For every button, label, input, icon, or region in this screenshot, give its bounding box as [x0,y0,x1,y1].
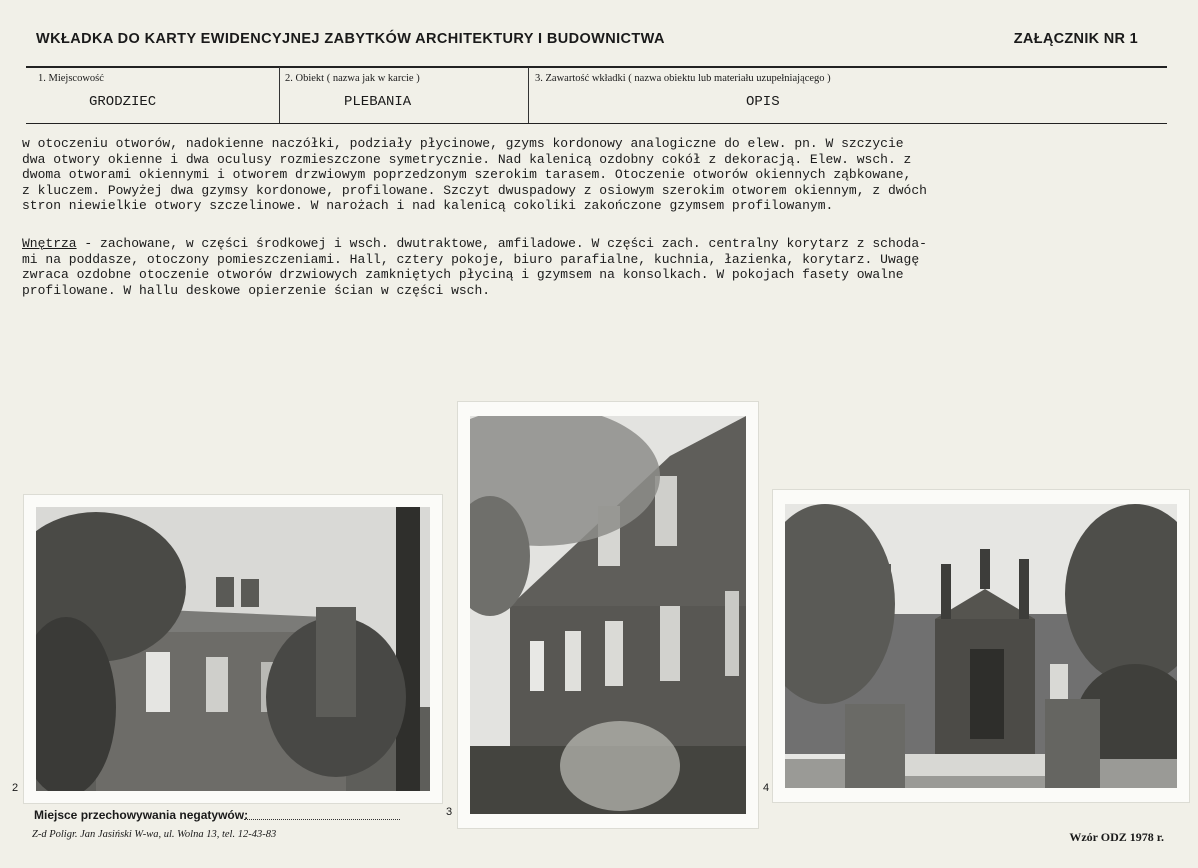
field-label-object: 2. Obiekt ( nazwa jak w karcie ) [285,73,420,84]
text-line: w otoczeniu otworów, nadokienne naczółki, podziały płycinowe, gzyms kordonowy analogiczne do elew. pn. W szczycie [22,136,904,151]
text-line: z kluczem. Powyżej dwa gzymsy kordonowe, profilowane. Szczyt dwuspadowy z osiowym szerokim otworem okiennym, z dwóch [22,182,927,198]
field-value-locality: GRODZIEC [89,94,157,110]
text-line: dwa otwory okienne i dwa oculusy rozmieszczone symetrycznie. Nad kalenicą ozdobny cokół z dekoracją. Elew. wsch. z [22,151,912,167]
header-rule-top [26,66,1167,68]
description-paragraph [22,136,1182,214]
photo-number: 4 [763,782,770,794]
text-line [22,236,1182,252]
text-line: dwoma otworami okiennymi i otworem drzwiowym poprzedzonym szerokim tarasem. Otoczenie otworów okiennych ząbkowane, [22,167,912,183]
photo-number: 2 [12,782,19,794]
form-template-id: Wzór ODZ 1978 r. [1069,830,1164,844]
text-line: mi na poddasze, otoczony pomieszczeniami. Hall, cztery pokoje, biuro parafialne, kuchnia, łazienka, korytarz. Uwagę [22,251,920,267]
field-value-object: PLEBANIA [344,94,412,110]
text-line: profilowane. W hallu deskowe opierzenie ścian w części wsch. [22,282,491,298]
field-value-content: OPIS [746,94,780,110]
header-rule-bottom [26,123,1167,124]
text-line: stron niewielkie otwory szczelinowe. W narożach i nad kalenicą cokoliki zakończone gzymsem profilowanym. [22,198,834,214]
negatives-location-field [244,819,400,820]
field-label-content: 3. Zawartość wkładki ( nazwa obiektu lub materiału uzupełniającego ) [535,73,831,84]
text-line: zwraca ozdobne otoczenie otworów drzwiowych zamkniętych płyciną i gzymsem na konsolkach. W pokojach fasety owalne [22,267,904,283]
field-divider [279,67,280,123]
printer-imprint: Z-d Poligr. Jan Jasiński W-wa, ul. Wolna 13, tel. 12-43-83 [32,829,277,840]
form-title: WKŁADKA DO KARTY EWIDENCYJNEJ ZABYTKÓW ARCHITEKTURY I BUDOWNICTWA [36,31,665,47]
field-label-locality: 1. Miejscowość [38,73,104,84]
annex-number: ZAŁĄCZNIK NR 1 [1013,31,1138,47]
interiors-paragraph [22,236,1182,298]
building-photo-icon [470,416,746,814]
text-line-rest: - zachowane, w części środkowej i wsch. dwutraktowe, amfiladowe. W części zach. centralny korytarz z schoda- [76,236,927,251]
interiors-heading: Wnętrza [22,236,77,251]
building-photo-icon [785,504,1177,788]
photo-card [773,490,1189,802]
photo-card [458,402,758,828]
photo-number: 3 [446,806,453,818]
photo-card [24,495,442,803]
field-divider [528,67,529,123]
building-photo-icon [36,507,430,791]
negatives-location-label: Miejsce przechowywania negatywów: [34,808,249,822]
